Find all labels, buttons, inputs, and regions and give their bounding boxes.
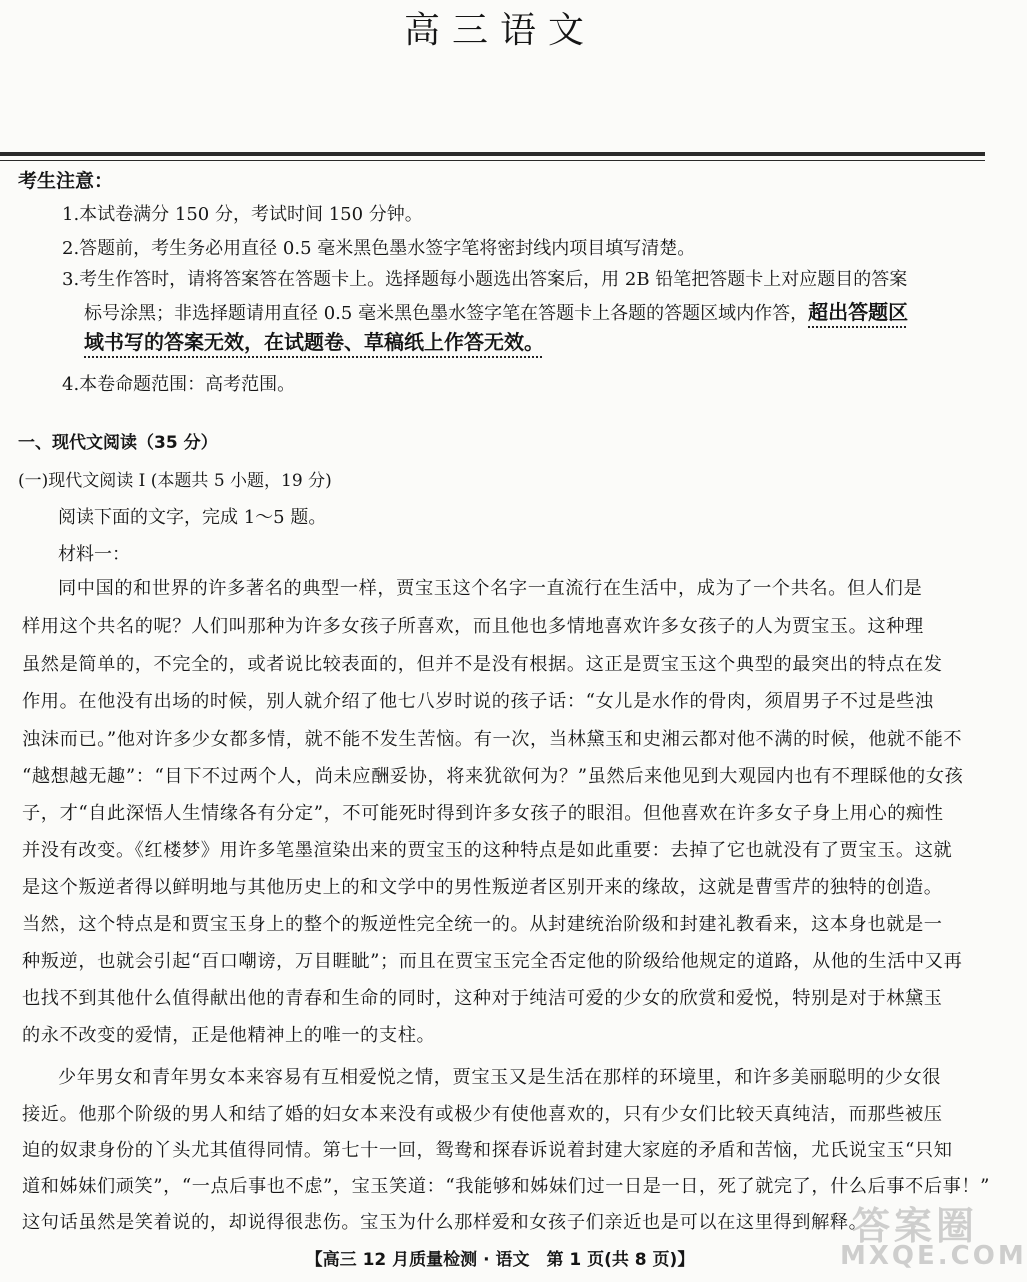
notice-emphasis-1: 超出答题区 [808, 300, 909, 324]
reading-instruction: 阅读下面的文字，完成 1～5 题。 [58, 507, 327, 528]
p1-line: 种叛逆，也就会引起“百口嘲谤，万目睚眦”；而且在贾宝玉完全否定他的阶级给他规定的道路，从他的生活中又再 [22, 951, 963, 972]
notice-heading: 考生注意： [18, 170, 114, 192]
header-rule-thin [0, 160, 985, 161]
p2-line: 少年男女和青年男女本来容易有互相爱悦之情，贾宝玉又是生活在那样的环境里，和许多美丽聪明的少女很 [58, 1067, 942, 1088]
notice-item-2: 2.答题前，考生务必用直径 0.5 毫米黑色墨水签字笔将密封线内项目填写清楚。 [62, 238, 696, 259]
p1-line: 并没有改变。《红楼梦》用许多笔墨渲染出来的贾宝玉的这种特点是如此重要：去掉了它也就没有了贾宝玉。这就 [22, 840, 953, 861]
p1-line: 的永不改变的爱情，正是他精神上的唯一的支柱。 [22, 1025, 436, 1046]
p1-line: 作用。在他没有出场的时候，别人就介绍了他七八岁时说的孩子话：“女儿是水作的骨肉，须眉男子不过是些浊 [22, 691, 934, 712]
notice-item-3-line2: 标号涂黑；非选择题请用直径 0.5 毫米黑色墨水签字笔在答题卡上各题的答题区域内作答， [84, 303, 809, 324]
p2-line: 道和姊妹们顽笑”，“一点后事也不虑”，宝玉笑道：“我能够和姊妹们过一日是一日，死了就完了，什么后事不后事！” [22, 1176, 991, 1197]
notice-emphasis-2: 域书写的答案无效，在试题卷、草稿纸上作答无效。 [84, 330, 544, 354]
notice-item-1: 1.本试卷满分 150 分，考试时间 150 分钟。 [62, 204, 423, 225]
p2-line: 这句话虽然是笑着说的，却说得很悲伤。宝玉为什么那样爱和女孩子们亲近也是可以在这里得到解释。 [22, 1212, 868, 1233]
p1-line: 当然，这个特点是和贾宝玉身上的整个的叛逆性完全统一的。从封建统治阶级和封建礼教看来，这本身也就是一 [22, 914, 943, 935]
notice-item-4: 4.本卷命题范围：高考范围。 [62, 374, 296, 395]
p1-line: 子，才“自此深悟人生情缘各有分定”，不可能死时得到许多女孩子的眼泪。但他喜欢在许多女子身上用心的痴性 [22, 803, 944, 824]
p2-line: 迫的奴隶身份的丫头尤其值得同情。第七十一回，鸳鸯和探春诉说着封建大家庭的矛盾和苦恼，尤氏说宝玉“只知 [22, 1140, 953, 1161]
p1-line: 是这个叛逆者得以鲜明地与其他历史上的和文学中的男性叛逆者区别开来的缘故，这就是曹雪芹的独特的创造。 [22, 877, 943, 898]
notice-item-3: 3.考生作答时，请将答案答在答题卡上。选择题每小题选出答案后，用 2B 铅笔把答题卡上对应题目的答案 [62, 269, 908, 290]
section-subtitle: (一)现代文阅读 I (本题共 5 小题，19 分) [18, 471, 332, 491]
p1-line: 浊沫而已。”他对许多少女都多情，就不能不发生苦恼。有一次，当林黛玉和史湘云都对他不满的时候，他就不能不 [22, 729, 963, 750]
watermark-logo [820, 1195, 1027, 1275]
notice-item-3-cont [84, 296, 908, 325]
watermark-badge: 答案圈 [852, 1204, 979, 1248]
material-label: 材料一： [58, 544, 130, 565]
p2-line: 接近。他那个阶级的男人和结了婚的妇女本来没有或极少有使他喜欢的，只有少女们比较天真纯洁，而那些被压 [22, 1104, 943, 1125]
exam-title: 高三语文 [403, 10, 596, 51]
p1-line: 也找不到其他什么值得献出他的青春和生命的同时，这种对于纯洁可爱的少女的欣赏和爱悦，特别是对于林黛玉 [22, 988, 943, 1009]
watermark-site: MXQE.COM [840, 1241, 1027, 1271]
p1-line: 样用这个共名的呢？人们叫那种为许多女孩子所喜欢，而且他也多情地喜欢许多女孩子的人为贾宝玉。这种理 [22, 616, 924, 637]
p1-line: “越想越无趣”：“目下不过两个人，尚未应酬妥协，将来犹欲何为？”虽然后来他见到大观园内也有不理睬他的女孩 [22, 766, 964, 787]
section-title: 一、现代文阅读（35 分） [18, 433, 218, 453]
header-rule-thick [0, 152, 985, 156]
p1-line: 同中国的和世界的许多著名的典型一样，贾宝玉这个名字一直流行在生活中，成为了一个共名。但人们是 [58, 578, 923, 599]
page-footer: 【高三 12 月质量检测 · 语文 第 1 页(共 8 页)】 [305, 1250, 695, 1270]
p1-line: 虽然是简单的，不完全的，或者说比较表面的，但并不是没有根据。这正是贾宝玉这个典型的最突出的特点在发 [22, 654, 943, 675]
